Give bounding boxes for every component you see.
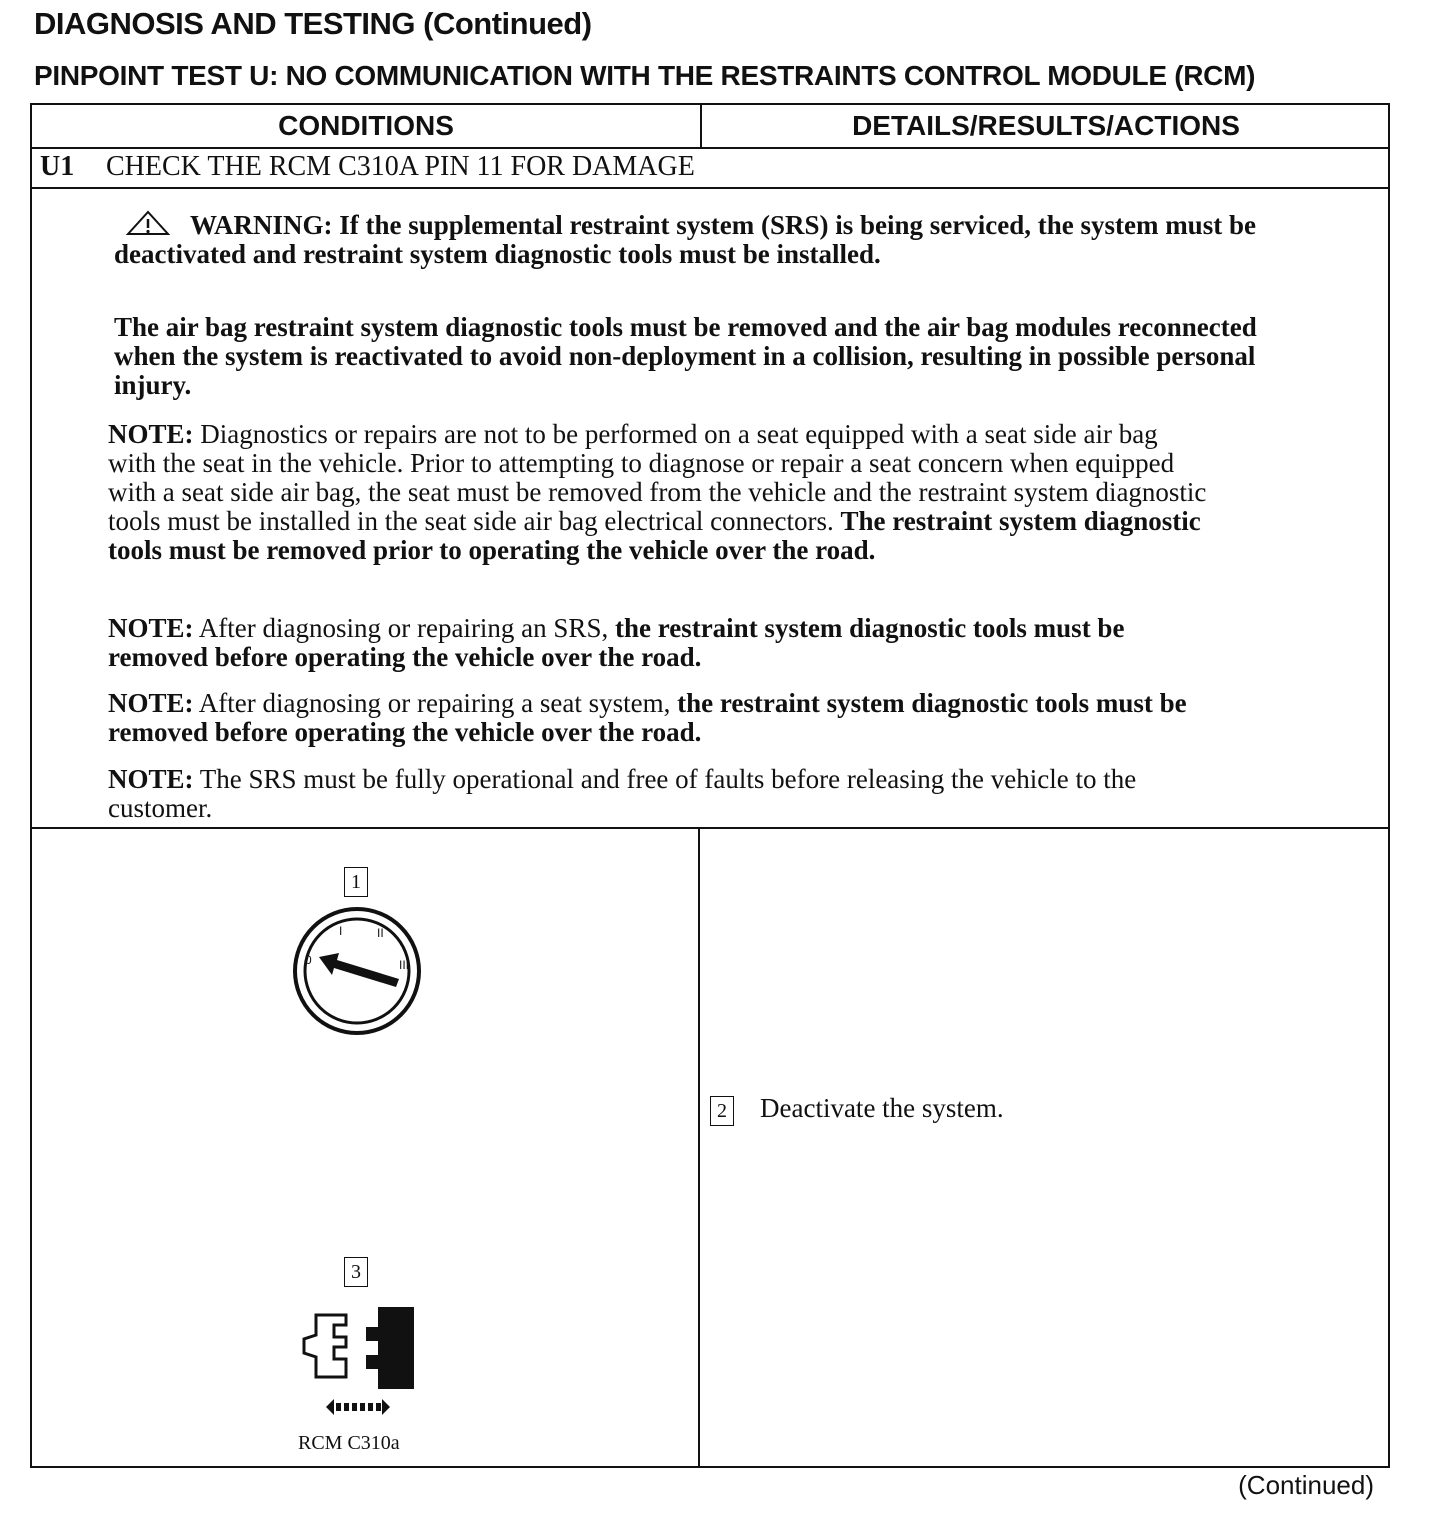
step-number: U1 bbox=[40, 151, 75, 182]
step-title: CHECK THE RCM C310A PIN 11 FOR DAMAGE bbox=[106, 151, 695, 182]
connector-label: RCM C310a bbox=[298, 1432, 400, 1454]
continued-label: (Continued) bbox=[1238, 1470, 1374, 1500]
connector-disconnect-icon bbox=[290, 1297, 430, 1427]
callout-1: 1 bbox=[344, 867, 368, 897]
warning-section-bottom-rule bbox=[32, 827, 1388, 829]
header-bottom-rule bbox=[32, 147, 1388, 149]
section-title: DIAGNOSIS AND TESTING (Continued) bbox=[34, 6, 592, 41]
lower-column-divider bbox=[698, 827, 700, 1466]
action-text: Deactivate the system. bbox=[760, 1093, 1004, 1123]
header-divider bbox=[700, 105, 702, 147]
conditions-column-header: CONDITIONS bbox=[278, 110, 454, 141]
pinpoint-test-title: PINPOINT TEST U: NO COMMUNICATION WITH THE RESTRAINTS CONTROL MODULE (RCM) bbox=[34, 60, 1256, 91]
warning-text: WARNING: If the supplemental restraint system (SRS) is being serviced, the system must be deactivated and restraint system diagnostic tools must be installed. bbox=[114, 210, 1256, 269]
warning-text-continued: The air bag restraint system diagnostic tools must be removed and the air bag modules reconnected when the system is reactivated to avoid non-deployment in a collision, resulting in possible personal injury. bbox=[114, 312, 1257, 400]
ignition-switch-icon bbox=[287, 907, 437, 1037]
note-seat-side-air-bag: NOTE: Diagnostics or repairs are not to be performed on a seat equipped with a seat side air bag with the seat in the vehicle. Prior to attempting to diagnose or repair a seat concern when equipped with a seat side air bag, the seat must be removed from the vehicle and the restraint system diagnostic tools must be installed in the seat side air bag electrical connectors. The restraint system diagnostic tools must be removed prior to operating the vehicle over the road. bbox=[108, 419, 1207, 565]
action-step-2 bbox=[710, 1093, 1004, 1126]
ignition-position-0: 0 bbox=[305, 953, 312, 967]
note-srs-operational: NOTE: The SRS must be fully operational and free of faults before releasing the vehicle to the customer. bbox=[108, 764, 1137, 823]
step-row bbox=[40, 151, 695, 183]
note-after-srs-repair: NOTE: After diagnosing or repairing an SRS, the restraint system diagnostic tools must be removed before operating the vehicle over the road. bbox=[108, 613, 1125, 672]
ignition-position-1: I bbox=[339, 924, 343, 938]
details-column-header: DETAILS/RESULTS/ACTIONS bbox=[852, 110, 1240, 141]
ignition-position-2: II bbox=[377, 926, 384, 940]
step-row-bottom-rule bbox=[32, 187, 1388, 189]
note-after-seat-repair: NOTE: After diagnosing or repairing a seat system, the restraint system diagnostic tools must be removed before operating the vehicle over the road. bbox=[108, 688, 1187, 747]
callout-2: 2 bbox=[710, 1096, 734, 1126]
callout-3: 3 bbox=[344, 1257, 368, 1287]
pinpoint-test-table bbox=[30, 103, 1390, 1468]
ignition-position-3: III bbox=[399, 958, 410, 972]
